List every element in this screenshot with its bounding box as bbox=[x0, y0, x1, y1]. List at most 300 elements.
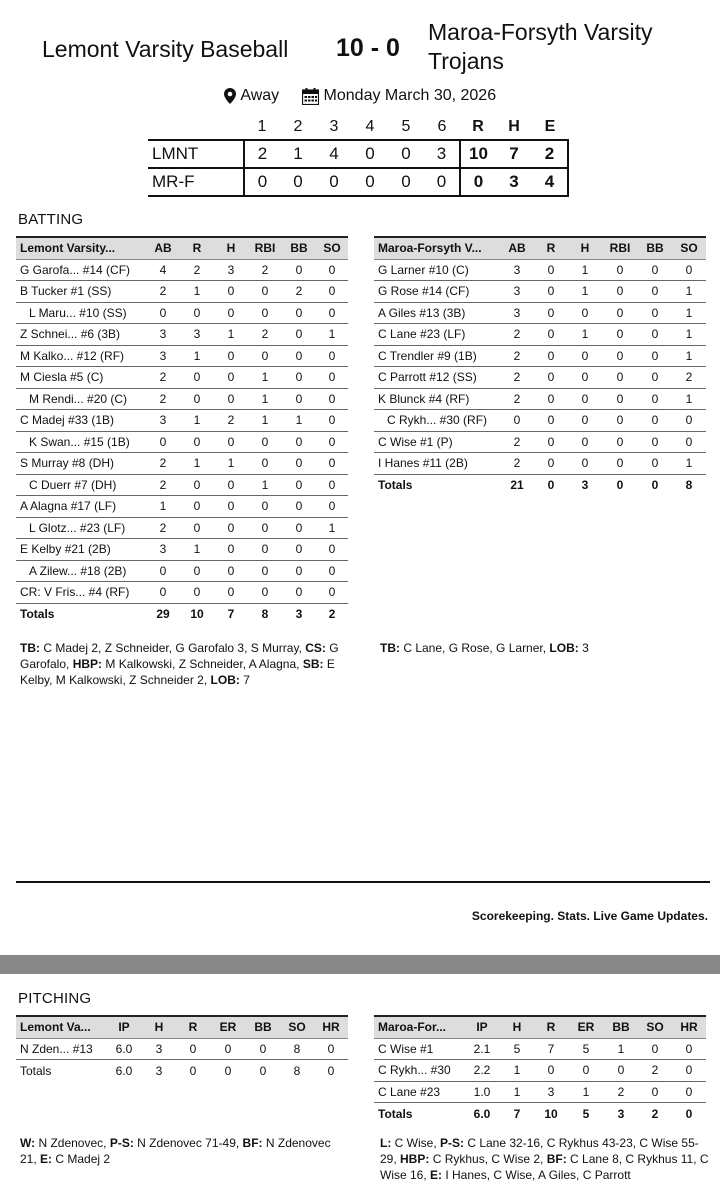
table-row bbox=[16, 259, 348, 281]
stat-cell: BB bbox=[638, 237, 672, 259]
stat-cell: 1 bbox=[568, 259, 602, 281]
note-label: P-S: bbox=[109, 1136, 134, 1150]
errors-header: E bbox=[544, 117, 556, 135]
stat-cell: ER bbox=[210, 1016, 246, 1038]
inning-score: 0 bbox=[388, 168, 424, 196]
stat-cell: H bbox=[214, 237, 248, 259]
row-label: Lemont Va... bbox=[16, 1016, 106, 1038]
away-pitching-header bbox=[374, 1016, 706, 1038]
row-label: Totals bbox=[20, 607, 55, 621]
note-value: 3 bbox=[578, 641, 589, 655]
stat-cell: 0 bbox=[214, 302, 248, 324]
stat-cell: 0 bbox=[316, 367, 348, 389]
game-date: Monday March 30, 2026 bbox=[323, 87, 497, 104]
table-row bbox=[16, 431, 348, 453]
player-name: L Maru... #10 (SS) bbox=[16, 302, 146, 324]
home-team-name: Lemont Varsity Baseball bbox=[42, 36, 289, 62]
away-team-name: Maroa-Forsyth Varsity Trojans bbox=[428, 19, 653, 74]
stat-cell: H bbox=[500, 1016, 534, 1038]
stat-cell: 0 bbox=[534, 345, 568, 367]
home-batting-totals bbox=[16, 603, 348, 625]
stat-cell: 0 bbox=[248, 302, 282, 324]
stat-cell: 3 bbox=[295, 607, 303, 621]
player-name: C Parrott #12 (SS) bbox=[374, 367, 500, 389]
note-value: E Kelby, M Kalkowski, Z Schneider 2, bbox=[20, 657, 335, 687]
stat-cell: 1 bbox=[214, 324, 248, 346]
stat-cell: 0 bbox=[568, 410, 602, 432]
stat-cell: 0 bbox=[638, 302, 672, 324]
stat-cell: 0 bbox=[534, 367, 568, 389]
stat-cell: 2 bbox=[500, 453, 534, 475]
stat-cell: 2 bbox=[500, 388, 534, 410]
calendar-icon bbox=[302, 88, 319, 105]
stat-cell: 2 bbox=[146, 474, 180, 496]
table-row bbox=[16, 367, 348, 389]
stat-cell: 6.0 bbox=[106, 1038, 142, 1060]
stat-cell: 1 bbox=[180, 453, 214, 475]
player-name: K Blunck #4 (RF) bbox=[374, 388, 500, 410]
stat-cell: 2 bbox=[214, 410, 248, 432]
stat-cell: 0 bbox=[316, 431, 348, 453]
stat-cell: 2 bbox=[328, 607, 336, 621]
stat-cell: 0 bbox=[146, 582, 180, 604]
stat-cell: 0 bbox=[602, 410, 638, 432]
stat-cell: 0 bbox=[602, 259, 638, 281]
stat-cell: 0 bbox=[180, 302, 214, 324]
stat-cell: 1 bbox=[180, 410, 214, 432]
stat-cell: 1 bbox=[672, 281, 706, 303]
home-batting-header bbox=[16, 237, 348, 259]
stat-cell: AB bbox=[146, 237, 180, 259]
table-row bbox=[16, 560, 348, 582]
stat-cell: 0 bbox=[282, 582, 316, 604]
home-pitching-header bbox=[16, 1016, 348, 1038]
stat-cell: 0 bbox=[214, 367, 248, 389]
stat-cell: IP bbox=[464, 1016, 500, 1038]
stat-cell: 0 bbox=[214, 345, 248, 367]
stat-cell: R bbox=[534, 237, 568, 259]
stat-cell: 0 bbox=[214, 560, 248, 582]
stat-cell: 0 bbox=[534, 453, 568, 475]
note-label: HBP: bbox=[400, 1152, 430, 1166]
stat-cell: SO bbox=[672, 237, 706, 259]
stat-cell: 1 bbox=[500, 1081, 534, 1103]
stat-cell: 0 bbox=[534, 1060, 568, 1082]
location-pin-icon bbox=[224, 88, 236, 104]
player-name: C Lane #23 bbox=[374, 1081, 464, 1103]
player-name: C Lane #23 (LF) bbox=[374, 324, 500, 346]
stat-cell: R bbox=[180, 237, 214, 259]
note-label: W: bbox=[20, 1136, 36, 1150]
stat-cell: 0 bbox=[327, 1063, 335, 1078]
stat-cell: 1 bbox=[248, 388, 282, 410]
game-meta bbox=[0, 87, 720, 105]
stat-cell: 0 bbox=[602, 388, 638, 410]
stat-cell: 3 bbox=[534, 1081, 568, 1103]
stat-cell: 1 bbox=[248, 367, 282, 389]
stat-cell: 0 bbox=[534, 259, 568, 281]
stat-cell: 5 bbox=[568, 1038, 604, 1060]
stat-cell: 0 bbox=[180, 517, 214, 539]
stat-cell: 0 bbox=[282, 259, 316, 281]
row-label: Lemont Varsity... bbox=[16, 237, 146, 259]
stat-cell: 0 bbox=[602, 281, 638, 303]
stat-cell: ER bbox=[568, 1016, 604, 1038]
player-name: Z Schnei... #6 (3B) bbox=[16, 324, 146, 346]
runs-header: R bbox=[472, 117, 484, 135]
note-label: E: bbox=[430, 1168, 443, 1182]
stat-cell: 0 bbox=[638, 453, 672, 475]
note-value: C Madej 2, Z Schneider, G Garofalo 3, S Murray, bbox=[40, 641, 306, 655]
stat-cell: 0 bbox=[248, 431, 282, 453]
stat-cell: 0 bbox=[534, 302, 568, 324]
stat-cell: 2 bbox=[146, 453, 180, 475]
stat-cell: 0 bbox=[214, 431, 248, 453]
stat-cell: 8 bbox=[293, 1063, 301, 1078]
stat-cell: 7 bbox=[227, 607, 235, 621]
away-pitching-table bbox=[374, 1015, 706, 1124]
stat-cell: 0 bbox=[568, 431, 602, 453]
table-row bbox=[374, 410, 706, 432]
linescore-row-away bbox=[148, 168, 568, 196]
note-label: L: bbox=[380, 1136, 392, 1150]
stat-cell: 0 bbox=[568, 1060, 604, 1082]
final-score: 10 - 0 bbox=[336, 34, 400, 62]
stat-cell: BB bbox=[604, 1016, 638, 1038]
stat-cell: AB bbox=[500, 237, 534, 259]
stat-cell: 0 bbox=[534, 431, 568, 453]
stat-cell: 1 bbox=[672, 453, 706, 475]
pitching-section-title: PITCHING bbox=[18, 990, 92, 1007]
table-row bbox=[16, 496, 348, 518]
inning-score: 0 bbox=[352, 140, 388, 168]
stat-cell: 1 bbox=[248, 410, 282, 432]
stat-cell: 0 bbox=[248, 496, 282, 518]
stat-cell: 0 bbox=[180, 431, 214, 453]
table-row bbox=[374, 324, 706, 346]
stat-cell: 4 bbox=[146, 259, 180, 281]
table-row bbox=[374, 1060, 706, 1082]
stat-cell: 0 bbox=[672, 431, 706, 453]
stat-cell: 0 bbox=[672, 1060, 706, 1082]
stat-cell: RBI bbox=[248, 237, 282, 259]
stat-cell: 0 bbox=[568, 302, 602, 324]
note-label: E: bbox=[40, 1152, 53, 1166]
inning-score: 3 bbox=[424, 140, 460, 168]
player-name: M Kalko... #12 (RF) bbox=[16, 345, 146, 367]
stat-cell: 0 bbox=[616, 478, 624, 492]
stat-cell: 0 bbox=[180, 388, 214, 410]
stat-cell: 2 bbox=[500, 367, 534, 389]
stat-cell: 1 bbox=[316, 517, 348, 539]
note-label: SB: bbox=[302, 657, 324, 671]
stat-cell: 2 bbox=[146, 517, 180, 539]
stat-cell: 0 bbox=[672, 1081, 706, 1103]
note-value: M Kalkowski, Z Schneider, A Alagna, bbox=[102, 657, 303, 671]
stat-cell: H bbox=[568, 237, 602, 259]
table-row bbox=[374, 259, 706, 281]
stat-cell: 0 bbox=[248, 453, 282, 475]
stat-cell: 3 bbox=[146, 539, 180, 561]
stat-cell: 0 bbox=[672, 259, 706, 281]
stat-cell: 3 bbox=[180, 324, 214, 346]
table-row bbox=[374, 367, 706, 389]
table-row bbox=[374, 281, 706, 303]
away-batting-body bbox=[374, 259, 706, 474]
batting-section-title: BATTING bbox=[18, 211, 84, 228]
errors-total: 2 bbox=[532, 140, 568, 168]
away-batting-table bbox=[374, 236, 706, 496]
stat-cell: 2 bbox=[248, 259, 282, 281]
stat-cell: 0 bbox=[316, 281, 348, 303]
stat-cell: 0 bbox=[638, 388, 672, 410]
hits-header: H bbox=[508, 117, 520, 135]
stat-cell: 0 bbox=[602, 324, 638, 346]
stat-cell: SO bbox=[280, 1016, 314, 1038]
stat-cell: 1 bbox=[316, 324, 348, 346]
stat-cell: 0 bbox=[672, 1038, 706, 1060]
stat-cell: 10 bbox=[190, 607, 204, 621]
away-batting-totals bbox=[374, 474, 706, 496]
table-row bbox=[16, 517, 348, 539]
stat-cell: BB bbox=[246, 1016, 280, 1038]
note-value: N Zdenovec 71-49, bbox=[133, 1136, 243, 1150]
stat-cell: 1 bbox=[672, 388, 706, 410]
stat-cell: 0 bbox=[214, 474, 248, 496]
stat-cell: 0 bbox=[316, 259, 348, 281]
away-pitching-body bbox=[374, 1038, 706, 1103]
inning-1-header: 1 bbox=[257, 117, 267, 135]
stat-cell: 0 bbox=[651, 478, 659, 492]
stat-cell: 3 bbox=[500, 281, 534, 303]
note-label: LOB: bbox=[549, 641, 579, 655]
note-value: G Garofalo, bbox=[20, 641, 339, 671]
table-row bbox=[16, 410, 348, 432]
table-row bbox=[16, 474, 348, 496]
hits-total: 3 bbox=[496, 168, 532, 196]
note-value: C Wise, bbox=[391, 1136, 440, 1150]
stat-cell: 1.0 bbox=[464, 1081, 500, 1103]
stat-cell: 2.2 bbox=[464, 1060, 500, 1082]
inning-score: 0 bbox=[316, 168, 352, 196]
stat-cell: H bbox=[142, 1016, 176, 1038]
note-label: TB: bbox=[380, 641, 400, 655]
stat-cell: 0 bbox=[176, 1038, 210, 1060]
table-row bbox=[374, 1038, 706, 1060]
inning-score: 0 bbox=[424, 168, 460, 196]
note-label: BF: bbox=[242, 1136, 263, 1150]
hits-total: 7 bbox=[496, 140, 532, 168]
stat-cell: 0 bbox=[210, 1038, 246, 1060]
note-label: CS: bbox=[305, 641, 326, 655]
table-row bbox=[16, 345, 348, 367]
stat-cell: HR bbox=[314, 1016, 348, 1038]
linescore-team: MR-F bbox=[148, 168, 244, 196]
stat-cell: 0 bbox=[672, 410, 706, 432]
stat-cell: 2 bbox=[180, 259, 214, 281]
row-label: Maroa-For... bbox=[374, 1016, 464, 1038]
stat-cell: 0 bbox=[248, 582, 282, 604]
stat-cell: 1 bbox=[604, 1038, 638, 1060]
stat-cell: 0 bbox=[189, 1063, 197, 1078]
stat-cell: 0 bbox=[534, 324, 568, 346]
stat-cell: 0 bbox=[568, 367, 602, 389]
home-pitching-body bbox=[16, 1038, 348, 1060]
stat-cell: 0 bbox=[534, 410, 568, 432]
stat-cell: 6.0 bbox=[473, 1106, 491, 1121]
stat-cell: 2 bbox=[282, 281, 316, 303]
note-value: C Rykhus, C Wise 2, bbox=[429, 1152, 547, 1166]
stat-cell: 8 bbox=[280, 1038, 314, 1060]
stat-cell: 3 bbox=[214, 259, 248, 281]
linescore-header bbox=[148, 114, 568, 140]
player-name: S Murray #8 (DH) bbox=[16, 453, 146, 475]
inning-4-header: 4 bbox=[365, 117, 375, 135]
player-name: C Rykh... #30 (RF) bbox=[374, 410, 500, 432]
stat-cell: 0 bbox=[248, 517, 282, 539]
table-row bbox=[374, 302, 706, 324]
note-value: 7 bbox=[239, 673, 250, 687]
table-row bbox=[374, 431, 706, 453]
stat-cell: 0 bbox=[316, 582, 348, 604]
stat-cell: 0 bbox=[314, 1038, 348, 1060]
linescore-row-home bbox=[148, 140, 568, 168]
player-name: M Ciesla #5 (C) bbox=[16, 367, 146, 389]
stat-cell: 0 bbox=[602, 453, 638, 475]
stat-cell: 2 bbox=[248, 324, 282, 346]
home-pitching-totals bbox=[16, 1060, 348, 1082]
stat-cell: 0 bbox=[316, 302, 348, 324]
stat-cell: 0 bbox=[214, 496, 248, 518]
player-name: C Rykh... #30 bbox=[374, 1060, 464, 1082]
stat-cell: 1 bbox=[500, 1060, 534, 1082]
stat-cell: 3 bbox=[146, 410, 180, 432]
stat-cell: 21 bbox=[510, 478, 524, 492]
stat-cell: 0 bbox=[602, 302, 638, 324]
stat-cell: 0 bbox=[259, 1063, 267, 1078]
home-batting-body bbox=[16, 259, 348, 603]
table-row bbox=[16, 453, 348, 475]
stat-cell: 10 bbox=[544, 1106, 558, 1121]
away-pitching-notes bbox=[380, 1135, 710, 1183]
note-value: C Lane 32-16, C Rykhus 43-23, C Wise 55-29, bbox=[380, 1136, 699, 1166]
stat-cell: HR bbox=[672, 1016, 706, 1038]
table-row bbox=[16, 539, 348, 561]
player-name: C Wise #1 bbox=[374, 1038, 464, 1060]
stat-cell: 0 bbox=[248, 560, 282, 582]
inning-3-header: 3 bbox=[329, 117, 339, 135]
stat-cell: 0 bbox=[316, 453, 348, 475]
stat-cell: 2 bbox=[500, 324, 534, 346]
note-value: C Lane 8, C Rykhus 11, C Wise 16, bbox=[380, 1152, 709, 1182]
stat-cell: 3 bbox=[581, 478, 589, 492]
note-value: C Lane, G Rose, G Larner, bbox=[400, 641, 550, 655]
stat-cell: 1 bbox=[180, 539, 214, 561]
stat-cell: 2 bbox=[500, 431, 534, 453]
stat-cell: 0 bbox=[214, 281, 248, 303]
stat-cell: IP bbox=[106, 1016, 142, 1038]
stat-cell: 29 bbox=[156, 607, 170, 621]
inning-score: 2 bbox=[244, 140, 280, 168]
player-name: C Wise #1 (P) bbox=[374, 431, 500, 453]
tagline: Scorekeeping. Stats. Live Game Updates. bbox=[471, 909, 708, 923]
away-pitching-totals bbox=[374, 1103, 706, 1125]
stat-cell: 0 bbox=[316, 388, 348, 410]
inning-score: 4 bbox=[316, 140, 352, 168]
stat-cell: 0 bbox=[602, 367, 638, 389]
stat-cell: 0 bbox=[534, 281, 568, 303]
stat-cell: 0 bbox=[146, 431, 180, 453]
stat-cell: 0 bbox=[547, 478, 555, 492]
stat-cell: 8 bbox=[261, 607, 269, 621]
stat-cell: 2 bbox=[146, 367, 180, 389]
stat-cell: BB bbox=[282, 237, 316, 259]
table-row bbox=[16, 388, 348, 410]
stat-cell: 0 bbox=[638, 345, 672, 367]
stat-cell: 0 bbox=[246, 1038, 280, 1060]
player-name: G Rose #14 (CF) bbox=[374, 281, 500, 303]
stat-cell: 0 bbox=[282, 453, 316, 475]
linescore-table bbox=[148, 114, 569, 197]
stat-cell: 0 bbox=[316, 560, 348, 582]
player-name: A Zilew... #18 (2B) bbox=[16, 560, 146, 582]
stat-cell: 0 bbox=[180, 582, 214, 604]
table-row bbox=[16, 302, 348, 324]
player-name: A Alagna #17 (LF) bbox=[16, 496, 146, 518]
stat-cell: 0 bbox=[316, 474, 348, 496]
stat-cell: 0 bbox=[282, 345, 316, 367]
stat-cell: 0 bbox=[224, 1063, 232, 1078]
stat-cell: 0 bbox=[638, 367, 672, 389]
errors-total: 4 bbox=[532, 168, 568, 196]
stat-cell: 0 bbox=[282, 367, 316, 389]
stat-cell: 5 bbox=[582, 1106, 590, 1121]
stat-cell: 0 bbox=[214, 517, 248, 539]
stat-cell: 0 bbox=[316, 539, 348, 561]
stat-cell: 0 bbox=[214, 582, 248, 604]
player-name: E Kelby #21 (2B) bbox=[16, 539, 146, 561]
stat-cell: 0 bbox=[282, 474, 316, 496]
stat-cell: 3 bbox=[500, 259, 534, 281]
stat-cell: 0 bbox=[282, 496, 316, 518]
stat-cell: 0 bbox=[180, 560, 214, 582]
player-name: I Hanes #11 (2B) bbox=[374, 453, 500, 475]
table-row bbox=[374, 345, 706, 367]
home-batting-notes bbox=[20, 640, 350, 688]
stat-cell: 1 bbox=[282, 410, 316, 432]
player-name: N Zden... #13 bbox=[16, 1038, 106, 1060]
inning-score: 0 bbox=[280, 168, 316, 196]
stat-cell: 0 bbox=[248, 345, 282, 367]
note-value: N Zdenovec 21, bbox=[20, 1136, 331, 1166]
location-label: Away bbox=[240, 87, 280, 104]
stat-cell: 0 bbox=[282, 324, 316, 346]
home-pitching-table bbox=[16, 1015, 348, 1081]
note-label: LOB: bbox=[210, 673, 240, 687]
stat-cell: 1 bbox=[180, 345, 214, 367]
stat-cell: 0 bbox=[602, 345, 638, 367]
stat-cell: 0 bbox=[282, 302, 316, 324]
stat-cell: 3 bbox=[155, 1063, 163, 1078]
player-name: C Duerr #7 (DH) bbox=[16, 474, 146, 496]
stat-cell: 0 bbox=[568, 388, 602, 410]
stat-cell: 7 bbox=[513, 1106, 521, 1121]
inning-score: 0 bbox=[352, 168, 388, 196]
inning-2-header: 2 bbox=[293, 117, 303, 135]
table-row bbox=[16, 281, 348, 303]
player-name: G Garofa... #14 (CF) bbox=[16, 259, 146, 281]
player-name: L Glotz... #23 (LF) bbox=[16, 517, 146, 539]
